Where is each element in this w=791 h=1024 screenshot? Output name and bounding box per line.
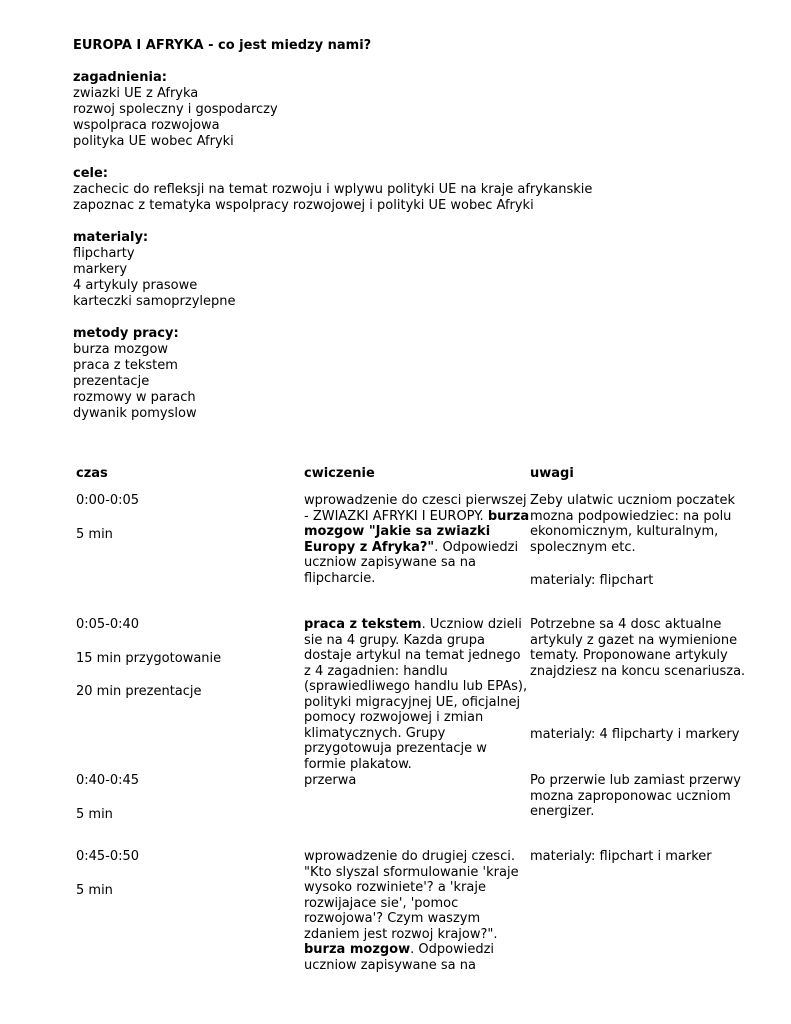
metody-item: dywanik pomyslow — [73, 406, 197, 421]
table-row — [76, 849, 766, 979]
document-header — [73, 38, 763, 438]
time-range: 0:40-0:45 — [76, 773, 140, 788]
zagadnienia-heading: zagadnienia: — [73, 70, 167, 85]
section-cele — [73, 166, 763, 214]
cele-item: zachecic do refleksji na temat rozwoju i wplywu polityki UE na kraje afrykanskie — [73, 182, 593, 197]
cell-czas — [76, 493, 304, 542]
materialy-item: karteczki samoprzylepne — [73, 294, 236, 309]
document-title: EUROPA I AFRYKA - co jest miedzy nami? — [73, 38, 372, 53]
materialy-item: 4 artykuly prasowe — [73, 278, 198, 293]
exercise-bold: burza mozgow "Jakie sa zwiazki Europy z Afryka?" — [304, 508, 530, 555]
cele-item: zapoznac z tematyka wspolpracy rozwojowej i polityki UE wobec Afryki — [73, 198, 534, 213]
time-range: 0:05-0:40 — [76, 617, 140, 632]
duration: 5 min — [76, 526, 113, 542]
duration: 5 min — [76, 882, 113, 898]
cell-czas — [76, 773, 304, 822]
remarks-materials: materialy: flipchart — [530, 573, 654, 588]
cell-uwagi — [530, 617, 766, 743]
section-zagadnienia — [73, 70, 763, 150]
section-metody — [73, 326, 763, 422]
table-row — [76, 617, 766, 773]
metody-item: praca z tekstem — [73, 358, 178, 373]
metody-item: rozmowy w parach — [73, 390, 196, 405]
cell-cwiczenie — [304, 493, 530, 586]
schedule-table — [76, 466, 766, 979]
zagadnienia-item: polityka UE wobec Afryki — [73, 134, 234, 149]
exercise-text: . Uczniow dzieli sie na 4 grupy. Kazda grupa dostaje artykul na temat jednego z 4 zagadnien: handlu (sprawiedliwego handlu lub EPAs), polityki migracyjnej UE, oficjalnej pomocy rozwojowej i zmian klimatycznych. Grupy przygotowuja prezentacje w formie plakatow. — [304, 617, 528, 772]
metody-item: burza mozgow — [73, 342, 169, 357]
cell-uwagi — [530, 773, 766, 820]
header-cwiczenie: cwiczenie — [304, 466, 375, 481]
section-materialy — [73, 230, 763, 310]
table-row — [76, 773, 766, 849]
exercise-intro: wprowadzenie do drugiej czesci. "Kto slyszal sformulowanie 'kraje wysoko rozwiniete'? a 'kraje rozwijajace sie', 'pomoc rozwojowa'? Czym waszym zdaniem jest rozwoj krajow?". — [304, 849, 519, 942]
remarks-text: Po przerwie lub zamiast przerwy mozna zaproponowac uczniom energizer. — [530, 773, 741, 819]
materialy-heading: materialy: — [73, 230, 149, 245]
exercise-bold: burza mozgow — [304, 942, 411, 957]
remarks-text: Potrzebne sa 4 dosc aktualne artykuly z gazet na wymienione tematy. Proponowane artykuly znajdziesz na koncu scenariusza. — [530, 617, 746, 679]
metody-heading: metody pracy: — [73, 326, 179, 341]
cell-cwiczenie — [304, 849, 530, 973]
header-uwagi: uwagi — [530, 466, 574, 481]
materialy-item: flipcharty — [73, 246, 135, 261]
header-czas: czas — [76, 466, 108, 481]
time-range: 0:00-0:05 — [76, 493, 140, 508]
cell-cwiczenie — [304, 773, 530, 789]
exercise-text: . Odpowiedzi uczniow zapisywane sa na flipcharcie. — [304, 539, 519, 586]
remarks-materials: materialy: flipchart i marker — [530, 849, 712, 864]
exercise-text: . Odpowiedzi uczniow zapisywane sa na — [304, 942, 495, 973]
duration: 15 min przygotowanie — [76, 650, 222, 666]
cell-uwagi — [530, 493, 766, 589]
zagadnienia-item: zwiazki UE z Afryka — [73, 86, 199, 101]
duration: 20 min prezentacje — [76, 684, 202, 699]
cell-czas — [76, 849, 304, 898]
exercise-intro: wprowadzenie do czesci pierwszej - ZWIAZKI AFRYKI I EUROPY. — [304, 493, 527, 524]
cell-cwiczenie — [304, 617, 530, 772]
exercise-bold: praca z tekstem — [304, 617, 422, 632]
cele-heading: cele: — [73, 166, 108, 181]
remarks-materials: materialy: 4 flipcharty i markery — [530, 727, 740, 742]
duration: 5 min — [76, 806, 113, 822]
materialy-item: markery — [73, 262, 128, 277]
remarks-text: Zeby ulatwic uczniom poczatek mozna podpowiedziec: na polu ekonomicznym, kulturalnym, spolecznym etc. — [530, 493, 735, 555]
cell-uwagi — [530, 849, 766, 865]
time-range: 0:45-0:50 — [76, 849, 140, 864]
exercise-text: przerwa — [304, 773, 357, 788]
table-row — [76, 493, 766, 617]
metody-item: prezentacje — [73, 374, 150, 389]
zagadnienia-item: rozwoj spoleczny i gospodarczy — [73, 102, 278, 117]
schedule-header-row — [76, 466, 766, 493]
zagadnienia-item: wspolpraca rozwojowa — [73, 118, 220, 133]
cell-czas — [76, 617, 304, 700]
